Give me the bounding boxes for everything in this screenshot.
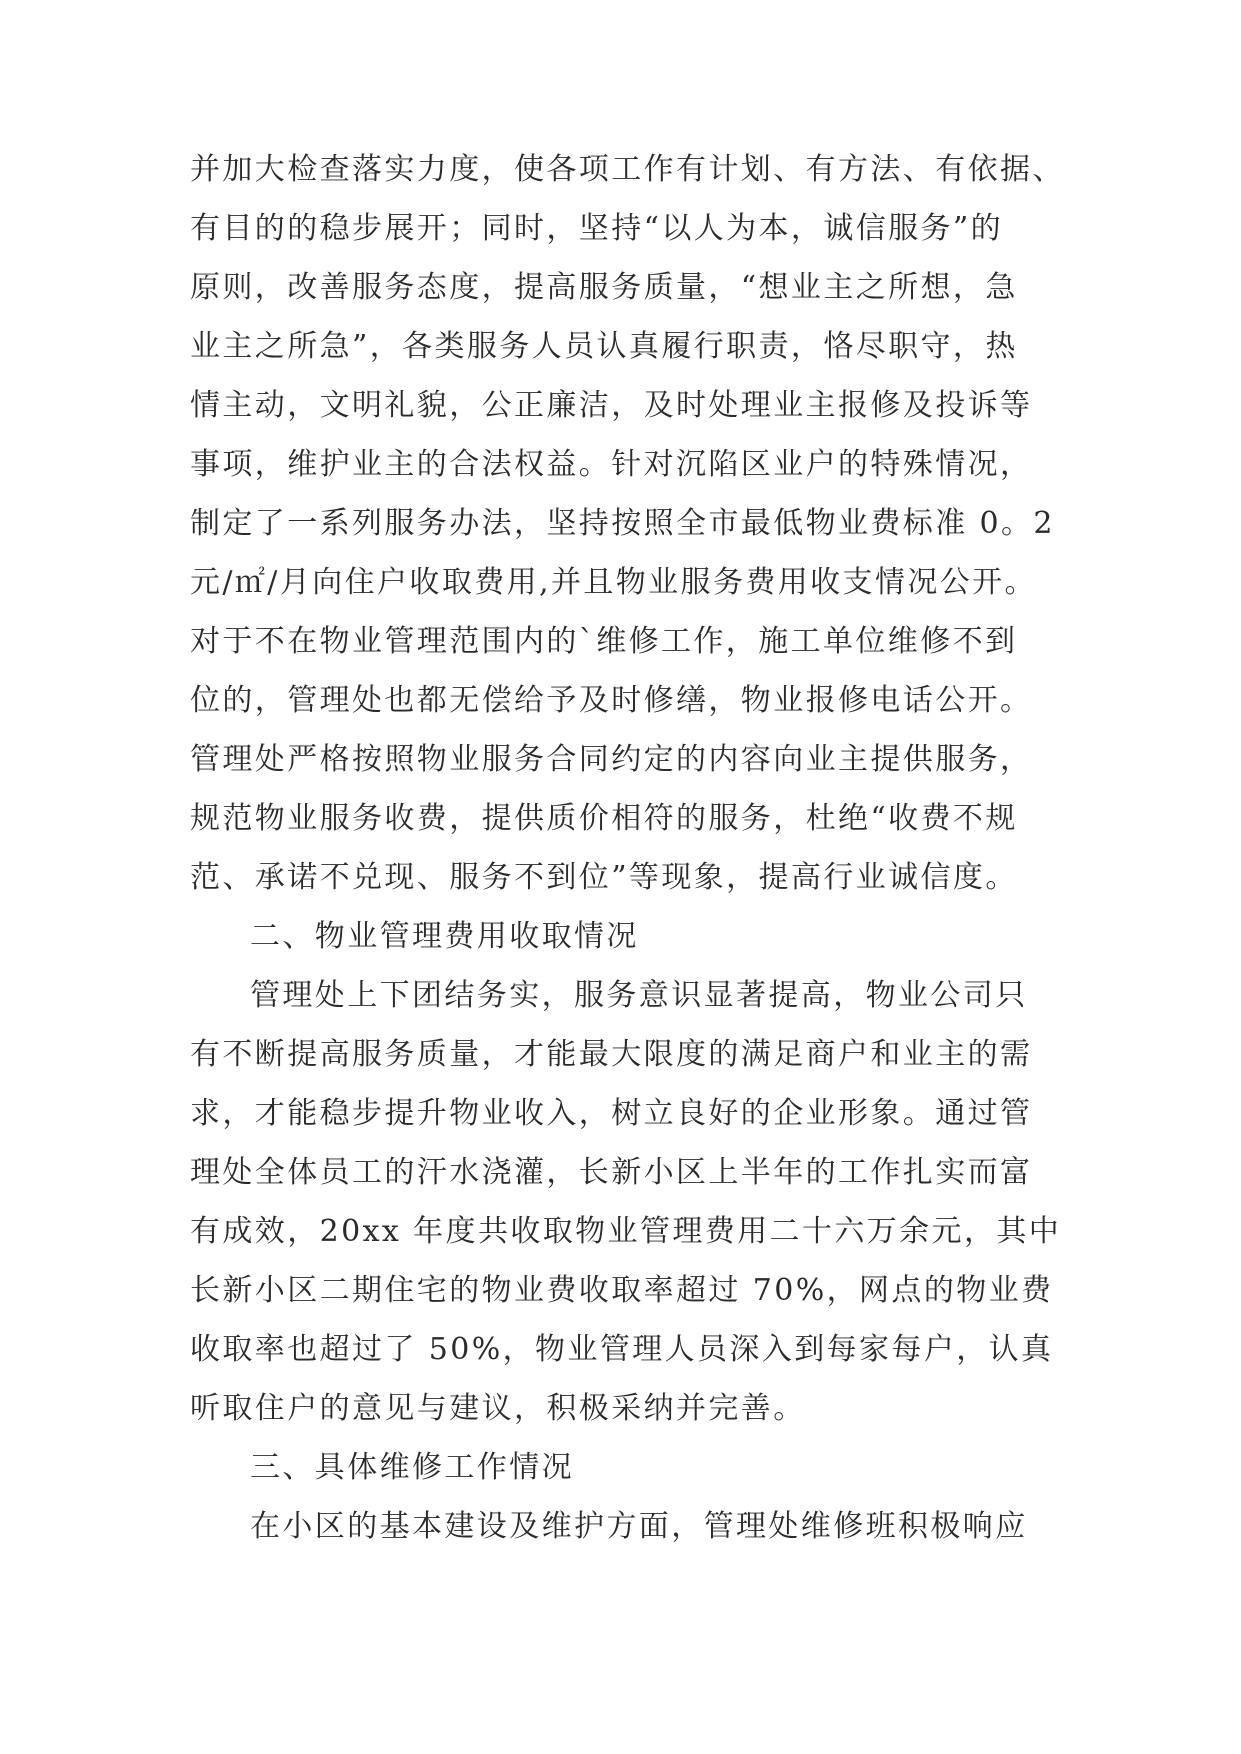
- paragraph-line: 情主动，文明礼貌，公正廉洁，及时处理业主报修及投诉等: [190, 388, 1033, 423]
- paragraph-line: 长新小区二期住宅的物业费收取率超过 70%，网点的物业费: [190, 1273, 1054, 1308]
- paragraph-line: 求，才能稳步提升物业收入，树立良好的企业形象。通过管: [190, 1096, 1033, 1131]
- paragraph-line: 有不断提高服务质量，才能最大限度的满足商户和业主的需: [190, 1037, 1033, 1072]
- paragraph-line: 原则，改善服务态度，提高服务质量，“想业主之所想，急: [190, 270, 1018, 305]
- paragraph-line: 有目的的稳步展开；同时，坚持“以人为本，诚信服务”的: [190, 211, 1004, 246]
- paragraph-line: 位的，管理处也都无偿给予及时修缮，物业报修电话公开。: [190, 683, 1033, 718]
- paragraph-line: 管理处上下团结务实，服务意识显著提高，物业公司只: [250, 978, 1028, 1013]
- paragraph-line: 听取住户的意见与建议，积极采纳并完善。: [190, 1391, 806, 1426]
- paragraph-line: 业主之所急”，各类服务人员认真履行职责，恪尽职守，热: [190, 329, 1018, 364]
- paragraph-line: 规范物业服务收费，提供质价相符的服务，杜绝“收费不规: [190, 801, 1018, 836]
- paragraph-line: 范、承诺不兑现、服务不到位”等现象，提高行业诚信度。: [190, 860, 1018, 895]
- section-heading: 二、物业管理费用收取情况: [250, 919, 639, 954]
- paragraph-line: 元/㎡/月向住户收取费用,并且物业服务费用收支情况公开。: [190, 565, 1037, 600]
- paragraph-line: 有成效，20xx 年度共收取物业管理费用二十六万余元，其中: [190, 1214, 1062, 1249]
- paragraph-line: 在小区的基本建设及维护方面，管理处维修班积极响应: [250, 1509, 1028, 1544]
- section-heading: 三、具体维修工作情况: [250, 1450, 574, 1485]
- paragraph-line: 事项，维护业主的合法权益。针对沉陷区业户的特殊情况，: [190, 447, 1033, 482]
- paragraph-line: 管理处严格按照物业服务合同约定的内容向业主提供服务，: [190, 742, 1033, 777]
- paragraph-line: 收取率也超过了 50%，物业管理人员深入到每家每户，认真: [190, 1332, 1054, 1367]
- paragraph-line: 制定了一系列服务办法，坚持按照全市最低物业费标准 0。2: [190, 506, 1055, 541]
- paragraph-line: 对于不在物业管理范围内的`维修工作，施工单位维修不到: [190, 624, 1018, 659]
- paragraph-line: 并加大检查落实力度，使各项工作有计划、有方法、有依据、: [190, 152, 1065, 187]
- paragraph-line: 理处全体员工的汗水浇灌，长新小区上半年的工作扎实而富: [190, 1155, 1033, 1190]
